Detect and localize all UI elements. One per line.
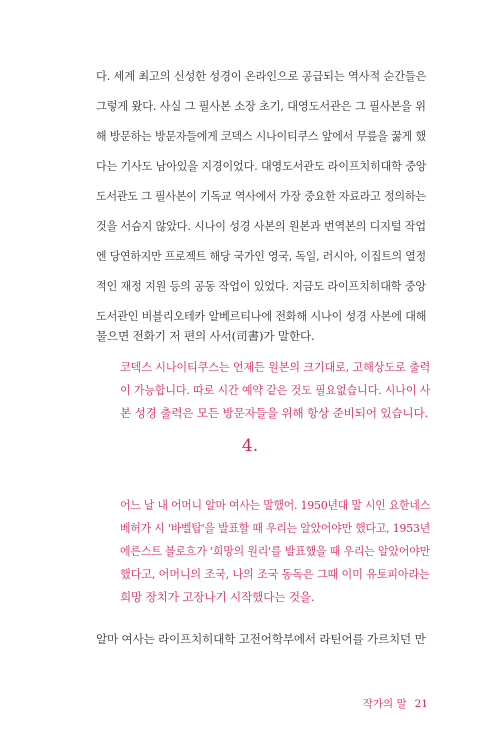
running-section-title: 작가의 말: [362, 698, 407, 710]
text-line: 엔 당연하지만 프로젝트 해당 국가인 영국, 독일, 러시아, 이집트의 열정: [96, 249, 427, 263]
text-line: 그렇게 왔다. 사실 그 필사본 소장 초기, 대영도서관은 그 필사본을 위: [96, 99, 426, 113]
quote-line: 했다고, 어머니의 조국, 나의 조국 동독은 그때 이미 유토피아라는: [120, 567, 430, 581]
quote-line: 베허가 시 '바벨탑'을 발표할 때 우리는 알았어야만 했다고, 1953년: [120, 521, 431, 535]
quote-line: 희망 장치가 고장나기 시작했다는 것을.: [120, 590, 315, 604]
text-line: 도서관인 비블리오테카 알베르티나에 전화해 시나이 성경 사본에 대해: [96, 309, 427, 323]
text-line: 물으면 전화기 저 편의 사서(司書)가 말한다.: [96, 329, 315, 343]
quote-line: 본 성경 출력은 모든 방문자들을 위해 항상 준비되어 있습니다.: [120, 406, 429, 420]
text-line: 것을 서슴지 않았다. 시나이 성경 사본의 원본과 번역본의 디지털 작업: [96, 219, 426, 233]
text-line: 도서관도 그 필사본이 기독교 역사에서 가장 중요한 자료라고 정의하는: [96, 189, 426, 203]
text-line: 적인 재정 지원 등의 공동 작업이 있었다. 지금도 라이프치히대학 중앙: [96, 279, 426, 293]
quote-line: 코덱스 시나이티쿠스는 언제든 원본의 크기대로, 고해상도로 출력: [120, 360, 431, 374]
page-footer: [363, 696, 428, 711]
quote-line: 어느 날 내 어머니 알마 여사는 말했어. 1950년대 말 시인 요한네스: [120, 498, 431, 512]
text-line: 다는 기사도 남아있을 지경이었다. 대영도서관도 라이프치히대학 중앙: [96, 159, 427, 173]
quote-line: 에른스트 블로흐가 '희망의 원리'를 발표했을 때 우리는 알았어야만: [120, 544, 431, 558]
quote-line: 이 가능합니다. 따로 시간 예약 같은 것도 필요없습니다. 시나이 사: [120, 383, 431, 397]
page-number: 21: [414, 698, 428, 710]
section-number: 4.: [241, 436, 259, 456]
text-line: 해 방문하는 방문자들에게 코덱스 시나이티쿠스 앞에서 무릎을 꿇게 했: [96, 129, 426, 143]
text-line: 알마 여사는 라이프치히대학 고전어학부에서 라틴어를 가르치던 만: [96, 632, 426, 646]
text-line: 다. 세계 최고의 신성한 성경이 온라인으로 공급되는 역사적 순간들은: [96, 69, 427, 83]
